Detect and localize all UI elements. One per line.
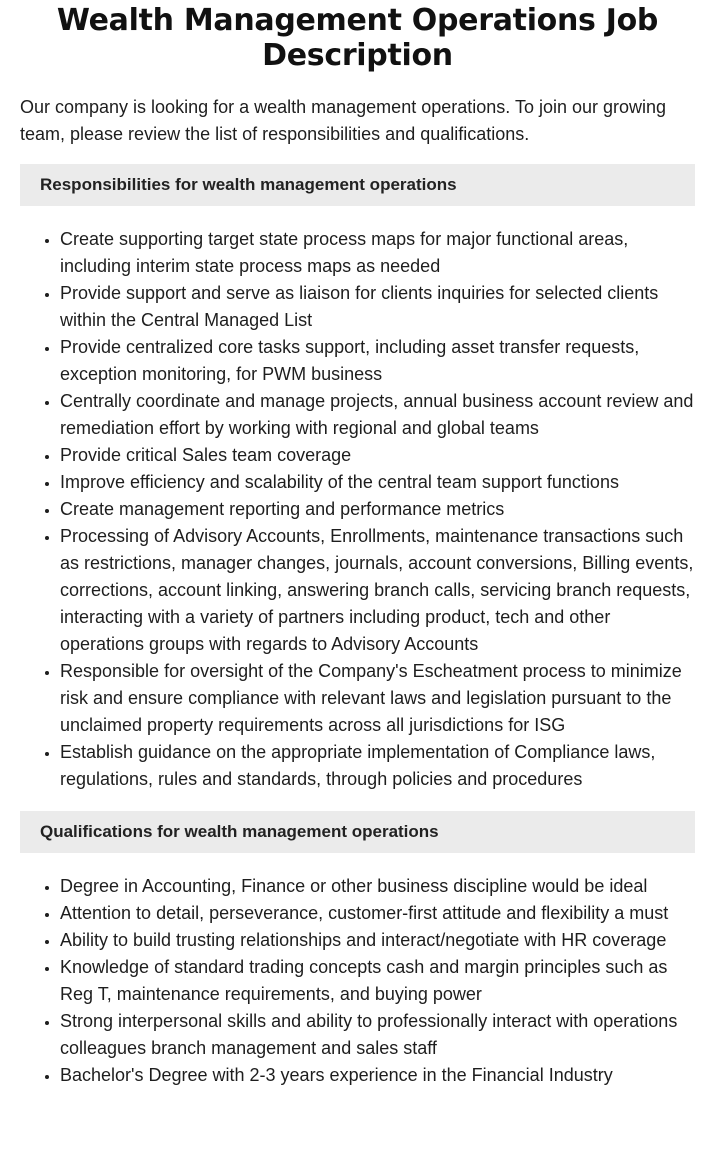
responsibilities-heading: Responsibilities for wealth management operations [20, 164, 695, 206]
qualifications-list [20, 873, 695, 1089]
responsibility-item: • Provide support and serve as liaison for clients inquiries for selected clients within the Central Managed List [60, 280, 695, 334]
qualification-item: • Degree in Accounting, Finance or other business discipline would be ideal [60, 873, 695, 900]
responsibility-item: • Establish guidance on the appropriate implementation of Compliance laws, regulations, rules and standards, through policies and procedures [60, 739, 695, 793]
responsibility-item: • Create management reporting and performance metrics [60, 496, 695, 523]
qualification-item: • Ability to build trusting relationships and interact/negotiate with HR coverage [60, 927, 695, 954]
responsibility-item: • Centrally coordinate and manage projects, annual business account review and remediation effort by working with regional and global teams [60, 388, 695, 442]
qualification-item: • Strong interpersonal skills and ability to professionally interact with operations colleagues branch management and sales staff [60, 1008, 695, 1062]
responsibility-item: • Create supporting target state process maps for major functional areas, including interim state process maps as needed [60, 226, 695, 280]
qualification-item: • Knowledge of standard trading concepts cash and margin principles such as Reg T, maintenance requirements, and buying power [60, 954, 695, 1008]
responsibility-item: • Provide centralized core tasks support, including asset transfer requests, exception monitoring, for PWM business [60, 334, 695, 388]
responsibilities-list [20, 226, 695, 793]
qualification-item: • Attention to detail, perseverance, customer-first attitude and flexibility a must [60, 900, 695, 927]
responsibility-item: • Processing of Advisory Accounts, Enrollments, maintenance transactions such as restrictions, manager changes, journals, account conversions, Billing events, corrections, account linking, answering branch calls, servicing branch requests, interacting with a variety of partners including product, tech and other operations groups with regards to Advisory Accounts [60, 523, 695, 658]
intro-paragraph: Our company is looking for a wealth management operations. To join our growing team, please review the list of responsibilities and qualifications. [20, 97, 667, 144]
responsibility-item: • Improve efficiency and scalability of the central team support functions [60, 469, 695, 496]
responsibility-item: • Responsible for oversight of the Company's Escheatment process to minimize risk and ensure compliance with relevant laws and legislation pursuant to the unclaimed property requirements across all jurisdictions for ISG [60, 658, 695, 739]
qualification-item: • Bachelor's Degree with 2-3 years experience in the Financial Industry [60, 1062, 695, 1089]
qualifications-heading: Qualifications for wealth management operations [20, 811, 695, 853]
page-title: Wealth Management Operations Job Description [56, 3, 659, 73]
responsibility-item: • Provide critical Sales team coverage [60, 442, 695, 469]
